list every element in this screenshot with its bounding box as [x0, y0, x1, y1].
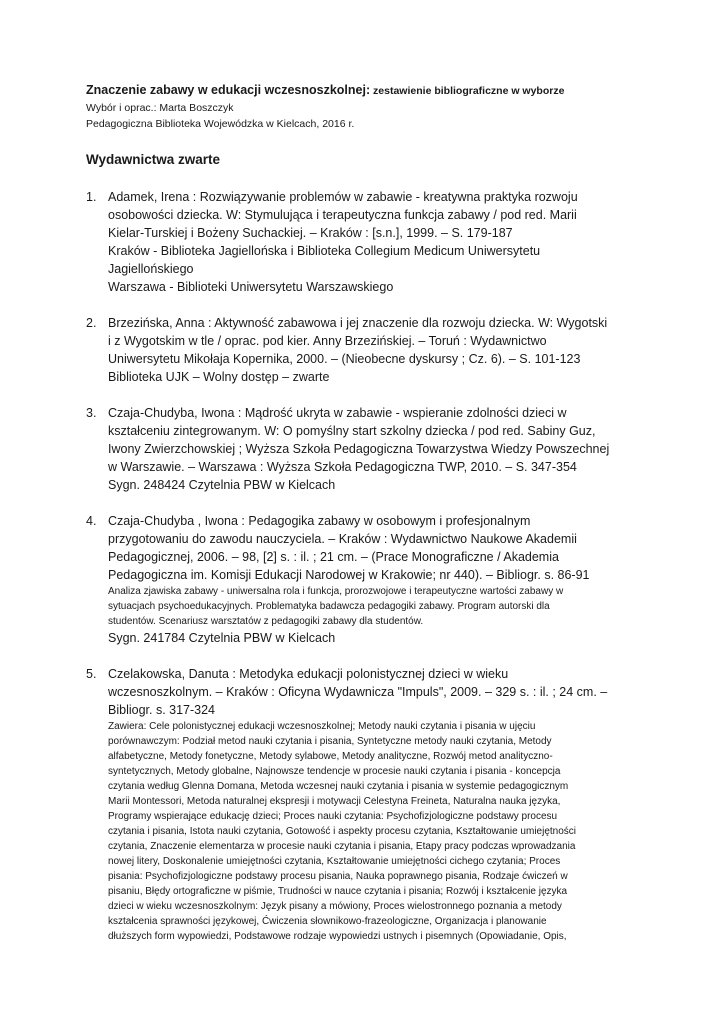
- entry-citation-line: Czaja-Chudyba, Iwona : Mądrość ukryta w zabawie - wspieranie zdolności dzieci w: [108, 406, 567, 420]
- compiler-line: Wybór i oprac.: Marta Boszczyk: [86, 102, 234, 114]
- publisher-line: Pedagogiczna Biblioteka Wojewódzka w Kielcach, 2016 r.: [86, 118, 355, 130]
- entry-annotation-line: studentów. Scenariusz warsztatów z pedagogiki zabawy dla studentów.: [108, 616, 424, 627]
- document-title: [86, 82, 666, 100]
- entry-citation-line: Bibliogr. s. 317-324: [108, 703, 216, 717]
- entry-citation-line: Adamek, Irena : Rozwiązywanie problemów w zabawie - kreatywna praktyka rozwoju: [108, 190, 578, 204]
- entry-location-line: Sygn. 241784 Czytelnia PBW w Kielcach: [108, 631, 336, 645]
- entry-annotation-line: Marii Montessori, Metoda naturalnej ekspresji i motywacji Celestyna Freineta, Naturalna nauka języka,: [108, 796, 561, 807]
- entry-citation-line: Jagiellońskiego: [108, 262, 194, 276]
- entry-annotation-line: syntetycznych, Metody globalne, Najnowsze tendencje w procesie nauki czytania i pisania - koncepcja: [108, 766, 561, 777]
- entry-citation-line: Sygn. 248424 Czytelnia PBW w Kielcach: [108, 478, 336, 492]
- entry-citation-line: wczesnoszkolnym. – Kraków : Oficyna Wydawnicza "Impuls", 2009. – 329 s. : il. ; 24 cm. –: [108, 685, 608, 699]
- bibliography-entry: [86, 665, 646, 944]
- entry-annotation-line: czytania, Znaczenie elementarza w procesie nauki czytania i pisania, Etapy pracy podczas wprowadzania: [108, 841, 576, 852]
- entry-annotation-line: Zawiera: Cele polonistycznej edukacji wczesnoszkolnej; Metody nauki czytania i pisania w ujęciu: [108, 721, 536, 732]
- entry-citation-line: Kraków - Biblioteka Jagiellońska i Biblioteka Collegium Medicum Uniwersytetu: [108, 244, 541, 258]
- bibliography-entry: [86, 512, 646, 647]
- entry-annotation-line: czytania i pisania, Istota nauki czytania, Gotowość i aspekty procesu czytania, Kształtowanie umiejętności: [108, 826, 577, 837]
- entry-citation-line: Czelakowska, Danuta : Metodyka edukacji polonistycznej dzieci w wieku: [108, 667, 509, 681]
- entry-citation-line: osobowości dziecka. W: Stymulująca i terapeutyczna funkcja zabawy / pod red. Marii: [108, 208, 577, 222]
- entry-annotation-line: kształcenia sprawności językowej, Ćwiczenia słownikowo-frazeologiczne, Organizacja i planowanie: [108, 916, 547, 927]
- section-heading: Wydawnictwa zwarte: [86, 152, 221, 167]
- entry-citation-line: Uniwersytetu Mikołaja Kopernika, 2000. – (Nieobecne dyskursy ; Cz. 6). – S. 101-123: [108, 352, 581, 366]
- entry-citation-line: Kielar-Turskiej i Bożeny Suchackiej. – Kraków : [s.n.], 1999. – S. 179-187: [108, 226, 513, 240]
- document-header: [86, 82, 666, 132]
- entry-number: 1.: [86, 190, 97, 204]
- bibliography-list: [86, 188, 646, 962]
- entry-annotation-line: dzieci w wieku wczesnoszkolnym: Język pisany a mówiony, Proces wielostronnego poznania a metody: [108, 901, 562, 912]
- entry-annotation-line: Analiza zjawiska zabawy - uniwersalna rola i funkcja, prorozwojowe i terapeutyczne wartości zabawy w: [108, 586, 564, 597]
- entry-number: 2.: [86, 316, 97, 330]
- entry-citation-line: Brzezińska, Anna : Aktywność zabawowa i jej znaczenie dla rozwoju dziecka. W: Wygotski: [108, 316, 608, 330]
- entry-annotation-line: nowej litery, Doskonalenie umiejętności czytania, Kształtowanie umiejętności cichego czytania; Proces: [108, 856, 561, 867]
- entry-annotation-line: Programy wspierające edukację dzieci; Proces nauki czytania: Psychofizjologiczne podstawy procesu: [108, 811, 558, 822]
- entry-citation-line: kształceniu zintegrowanym. W: O pomyślny start szkolny dziecka / pod red. Sabiny Guz,: [108, 424, 596, 438]
- entry-annotation-line: czytania według Glenna Domana, Metoda wczesnej nauki czytania i pisania w systemie pedagogicznym: [108, 781, 569, 792]
- entry-annotation-line: pisaniu, Błędy ortograficzne w piśmie, Trudności w nauce czytania i pisania; Rozwój i kształcenie języka: [108, 886, 568, 897]
- entry-number: 4.: [86, 514, 97, 528]
- entry-annotation-line: porównawczym: Podział metod nauki czytania i pisania, Syntetyczne metody nauki czytania, Metody: [108, 736, 552, 747]
- entry-annotation-line: sytuacjach psychoedukacyjnych. Problematyka badawcza pedagogiki zabawy. Program autorski dla: [108, 601, 550, 612]
- entry-citation-line: w Warszawie. – Warszawa : Wyższa Szkoła Pedagogiczna TWP, 2010. – S. 347-354: [108, 460, 577, 474]
- bibliography-entry: [86, 404, 646, 494]
- entry-citation-line: Warszawa - Biblioteki Uniwersytetu Warszawskiego: [108, 280, 394, 294]
- entry-number: 3.: [86, 406, 97, 420]
- entry-citation-line: Pedagogicznej, 2006. – 98, [2] s. : il. ; 21 cm. – (Prace Monograficzne / Akademia: [108, 550, 559, 564]
- entry-citation-line: Iwony Zwierzchowskiej ; Wyższa Szkoła Pedagogiczna Towarzystwa Wiedzy Powszechnej: [108, 442, 610, 456]
- bibliography-entry: [86, 314, 646, 386]
- entry-number: 5.: [86, 667, 97, 681]
- entry-citation-line: Czaja-Chudyba , Iwona : Pedagogika zabawy w osobowym i profesjonalnym: [108, 514, 531, 528]
- entry-annotation-line: pisania: Psychofizjologiczne podstawy procesu pisania, Nauka poprawnego pisania, Rodzaje ćwiczeń w: [108, 871, 568, 882]
- entry-citation-line: i z Wygotskim w tle / oprac. pod kier. Anny Brzezińskiej. – Toruń : Wydawnictwo: [108, 334, 547, 348]
- entry-annotation-line: alfabetyczne, Metody fonetyczne, Metody sylabowe, Metody analityczne, Rozwój metod analityczno-: [108, 751, 553, 762]
- title-sub: zestawienie bibliograficzne w wyborze: [370, 85, 565, 97]
- title-main: Znaczenie zabawy w edukacji wczesnoszkolnej:: [86, 83, 371, 97]
- entry-citation-line: Pedagogiczna im. Komisji Edukacji Narodowej w Krakowie; nr 440). – Bibliogr. s. 86-91: [108, 568, 590, 582]
- bibliography-entry: [86, 188, 646, 296]
- entry-annotation-line: dłuższych form wypowiedzi, Podstawowe rodzaje wypowiedzi ustnych i pisemnych (Opowiadanie, Opis,: [108, 931, 567, 942]
- entry-citation-line: Biblioteka UJK – Wolny dostęp – zwarte: [108, 370, 330, 384]
- entry-citation-line: przygotowaniu do zawodu nauczyciela. – Kraków : Wydawnictwo Naukowe Akademii: [108, 532, 577, 546]
